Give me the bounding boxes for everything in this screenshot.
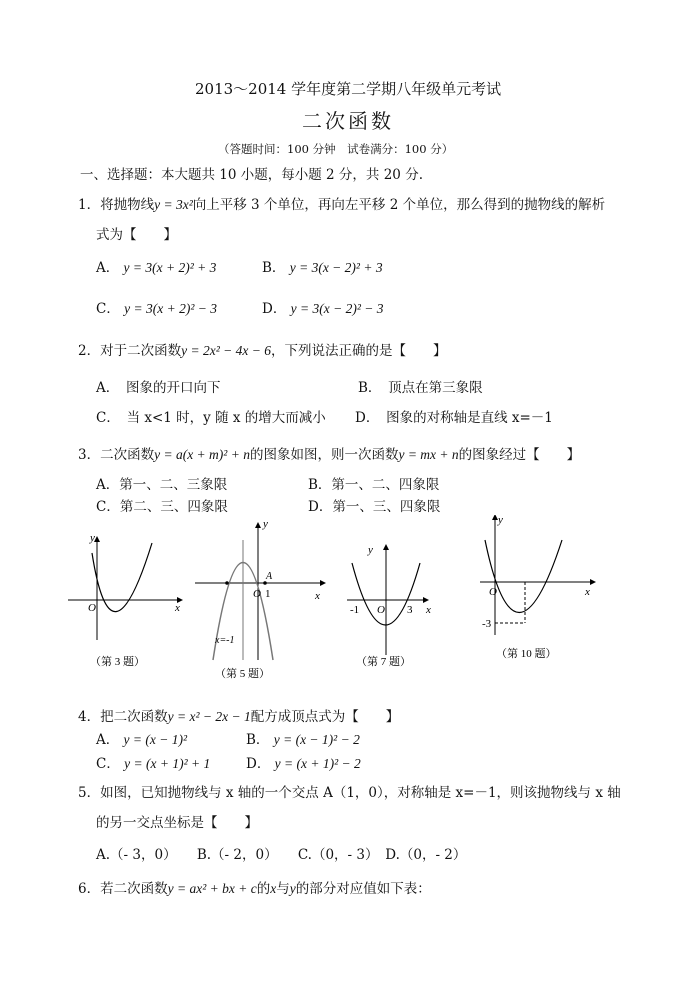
fig3-origin: O <box>88 602 96 614</box>
question-4-stem <box>78 705 399 725</box>
fig5-point-left <box>225 581 229 585</box>
fig7-three-label: 3 <box>407 604 413 616</box>
q2-option-a[interactable]: A． 图象的开口向下 <box>96 380 221 396</box>
question-3-stem <box>78 443 580 463</box>
q6-mid1: 的 <box>256 881 271 897</box>
fig10-caption: （第 10 题） <box>496 648 557 660</box>
fig10-parabola <box>485 540 562 613</box>
q3-option-d[interactable]: D．第一、三、四象限 <box>308 499 441 515</box>
question-5-stem: 5．如图，已知抛物线与 x 轴的一个交点 A（1，0），对称轴是 x=－1，则该抛物线与 x 轴 <box>78 785 621 801</box>
q1-post: 向上平移 3 个单位，再向左平移 2 个单位，那么得到的抛物线的解析 <box>192 197 606 213</box>
q1-d-label: D． <box>262 301 287 317</box>
q6-math: y = ax² + bx + c <box>167 881 257 896</box>
exam-info: （答题时间：100 分钟 试卷满分：100 分） <box>218 142 454 156</box>
fig3-y-label: y <box>90 532 95 544</box>
q1-d-math: y = 3(x − 2)² − 3 <box>290 301 384 316</box>
fig5-caption: （第 5 题） <box>215 668 270 680</box>
figure-5 <box>195 518 325 680</box>
q6-post: 的部分对应值如下表： <box>295 881 431 897</box>
q2-option-d[interactable]: D． 图象的对称轴是直线 x=－1 <box>355 410 553 426</box>
q3-math2: y = mx + n <box>398 447 459 462</box>
q4-math: y = x² − 2x − 1 <box>167 709 251 724</box>
q4-option-b[interactable] <box>246 728 360 748</box>
q1-c-math: y = 3(x + 2)² − 3 <box>124 301 217 316</box>
q1-option-a[interactable] <box>96 256 216 276</box>
fig5-y-label: y <box>263 518 268 530</box>
q1-option-b[interactable] <box>262 256 383 276</box>
q4-c-label: C． <box>96 756 120 772</box>
q1-a-math: y = 3(x + 2)² + 3 <box>123 260 217 275</box>
q4-b-label: B． <box>246 732 270 748</box>
fig7-x-label: x <box>426 604 431 616</box>
q1-c-label: C． <box>96 301 120 317</box>
q6-x: x <box>270 881 277 896</box>
figure-7 <box>347 544 431 668</box>
fig10-origin: O <box>489 586 497 598</box>
q4-a-math: y = (x − 1)² <box>123 732 188 747</box>
q2-option-c[interactable]: C． 当 x<1 时，y 随 x 的增大而减小 <box>96 410 326 426</box>
q2-math: y = 2x² − 4x − 6 <box>181 343 271 358</box>
fig10-y-label: y <box>498 515 503 526</box>
q3-pre: 3．二次函数 <box>78 447 155 463</box>
q4-d-math: y = (x + 1)² − 2 <box>274 756 361 771</box>
q6-pre: 6．若二次函数 <box>78 881 168 897</box>
q4-option-a[interactable] <box>96 728 187 748</box>
q1-a-label: A． <box>96 260 120 276</box>
q4-c-math: y = (x + 1)² + 1 <box>124 756 211 771</box>
question-1-stem <box>78 193 605 213</box>
q5-options[interactable]: A.（- 3，0） B.（- 2，0） C.（0，- 3） D.（0，- 2） <box>96 847 467 863</box>
fig10-minus3-label: -3 <box>482 618 492 630</box>
figure-10 <box>480 515 595 660</box>
q4-b-math: y = (x − 1)² − 2 <box>273 732 360 747</box>
section-heading: 一、选择题：本大题共 10 小题，每小题 2 分，共 20 分. <box>80 167 423 183</box>
exam-subject: 二次函数 <box>302 109 394 133</box>
q1-math: y = 3x² <box>154 197 193 212</box>
q1-option-c[interactable] <box>96 297 217 317</box>
q3-mid: 的图象如图，则一次函数 <box>249 447 399 463</box>
q1-pre: 1．将抛物线 <box>78 197 155 213</box>
q3-option-a[interactable]: A．第一、二、三象限 <box>96 477 228 493</box>
q2-pre: 2．对于二次函数 <box>78 343 182 359</box>
q4-pre: 4．把二次函数 <box>78 709 168 725</box>
q1-option-d[interactable] <box>262 297 383 317</box>
q6-mid2: 与 <box>276 881 290 897</box>
fig7-y-label: y <box>368 544 373 556</box>
q4-a-label: A． <box>96 732 120 748</box>
q4-option-d[interactable] <box>246 752 361 772</box>
question-5-stem-line2: 的另一交点坐标是【 】 <box>96 815 258 831</box>
question-1-stem-line2: 式为【 】 <box>96 227 177 243</box>
exam-title: 2013～2014 学年度第二学期八年级单元考试 <box>195 80 502 98</box>
fig5-x-label: x <box>315 590 320 602</box>
fig7-origin: O <box>377 604 385 616</box>
fig5-axis-label: x=-1 <box>215 635 235 646</box>
q2-post: ，下列说法正确的是【 】 <box>270 343 447 359</box>
fig7-caption: （第 7 题） <box>356 656 411 668</box>
q6-y: y <box>289 881 296 896</box>
fig5-one-label: 1 <box>265 588 271 600</box>
q1-b-math: y = 3(x − 2)² + 3 <box>289 260 383 275</box>
figure-3 <box>68 532 182 668</box>
q1-b-label: B． <box>262 260 286 276</box>
q4-post: 配方成顶点式为【 】 <box>250 709 400 725</box>
fig10-x-label: x <box>585 586 590 598</box>
fig3-x-label: x <box>175 602 180 614</box>
fig5-a-label: A <box>266 571 273 582</box>
question-6-stem <box>78 877 431 897</box>
figures-strip <box>60 515 620 690</box>
q4-option-c[interactable] <box>96 752 210 772</box>
q2-option-b[interactable]: B． 顶点在第三象限 <box>358 380 483 396</box>
fig3-parabola <box>92 543 152 612</box>
q3-math1: y = a(x + m)² + n <box>154 447 250 462</box>
fig5-origin: O <box>253 588 261 600</box>
q3-option-c[interactable]: C．第二、三、四象限 <box>96 499 228 515</box>
q3-option-b[interactable]: B．第一、二、四象限 <box>308 477 440 493</box>
fig3-caption: （第 3 题） <box>90 656 145 668</box>
q4-d-label: D． <box>246 756 271 772</box>
question-2-stem <box>78 339 446 359</box>
q3-post: 的图象经过【 】 <box>458 447 581 463</box>
fig7-minus1-label: -1 <box>350 604 360 616</box>
